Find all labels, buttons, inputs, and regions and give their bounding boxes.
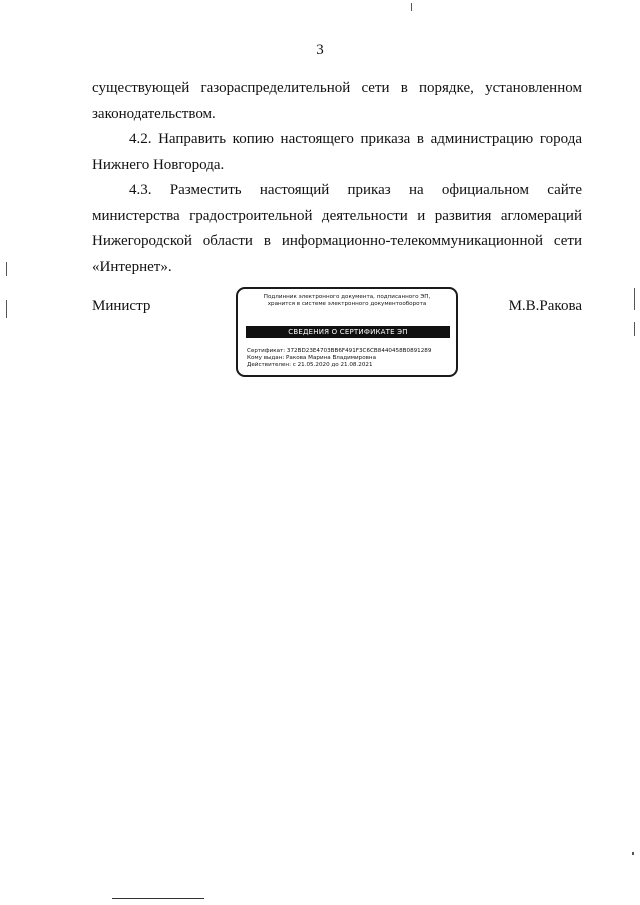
scan-mark-right-1 (634, 288, 635, 310)
scan-mark-left-2 (6, 300, 7, 318)
stamp-header: СВЕДЕНИЯ О СЕРТИФИКАТЕ ЭП (246, 326, 450, 338)
paragraph-4-3: 4.3. Разместить настоящий приказ на официальном сайте министерства градостроительной деятельности и развития агломераций Нижегородской области в информационно-телекоммуникационной сети «Интернет». (92, 182, 582, 275)
signer-name: М.В.Ракова (508, 298, 582, 314)
certificate-owner: Кому выдан: Ракова Марина Владимировна (247, 355, 376, 362)
scan-mark-top (411, 3, 412, 11)
stamp-notice (244, 294, 450, 308)
signer-title: Министр (92, 298, 151, 314)
certificate-validity: Действителен: с 21.05.2020 до 21.08.2021 (247, 362, 373, 369)
word: газораспределительной (200, 80, 351, 96)
document-body (92, 76, 582, 280)
scan-mark-right-3 (632, 852, 634, 855)
paragraph-1-line-1 (92, 76, 582, 102)
word: установленном (485, 80, 582, 96)
stamp-notice-line-1: Подлинник электронного документа, подписанного ЭП, (263, 294, 431, 300)
scan-mark-right-2 (634, 322, 635, 336)
electronic-signature-stamp (236, 287, 458, 377)
footer-rule (112, 898, 204, 899)
word: порядке, (419, 80, 474, 96)
stamp-details (247, 348, 450, 370)
word: в (400, 80, 408, 96)
page-number: 3 (316, 42, 324, 58)
certificate-number: Сертификат: 372BD23E4703BB6F491F3C6CB8440458B0891289 (247, 348, 432, 354)
stamp-notice-line-2: хранится в системе электронного документооборота (267, 301, 427, 307)
word: сети (361, 80, 390, 96)
scan-mark-left-1 (6, 262, 7, 276)
paragraph-1-line-2: законодательством. (92, 105, 216, 122)
paragraph-4-2: 4.2. Направить копию настоящего приказа в администрацию города Нижнего Новгорода. (92, 131, 582, 173)
word: существующей (92, 80, 190, 96)
